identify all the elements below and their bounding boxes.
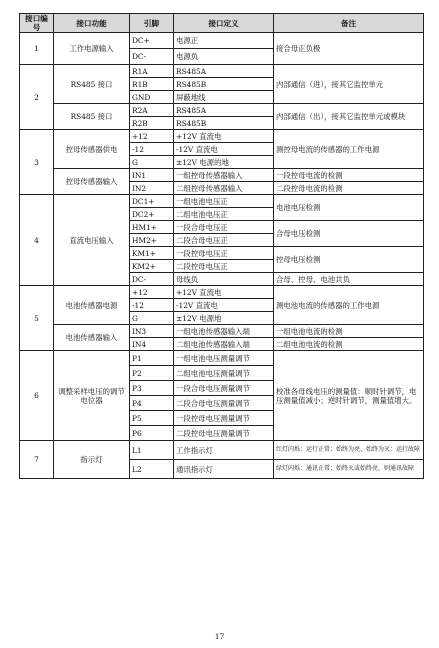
note: 电池电压检测: [274, 195, 424, 221]
col-header: 接口定义: [174, 14, 274, 33]
definition: 屏蔽地线: [174, 91, 274, 104]
definition: 二组电池电压测量调节: [174, 366, 274, 381]
pin: KM1+: [130, 247, 174, 260]
pin: P3: [130, 381, 174, 396]
group-number: 5: [20, 286, 54, 351]
pin: KM2+: [130, 260, 174, 273]
definition: 通讯指示灯: [174, 460, 274, 479]
interface-function: 电池传感器输入: [54, 325, 130, 351]
definition: 电源正: [174, 33, 274, 49]
pin: R2B: [130, 117, 174, 130]
note: 校准各母线电压的测量值：顺时针调节，电压测量值减小；逆时针调节，测量值增大。: [274, 351, 424, 441]
definition: 一段控母电压测量调节: [174, 411, 274, 426]
definition: 母线负: [174, 273, 274, 286]
definition: 二段合母电压正: [174, 234, 274, 247]
note: 测电池电流的传感器的工作电源: [274, 286, 424, 325]
table-row: [20, 33, 424, 49]
note: 控母电压检测: [274, 247, 424, 273]
note: 一组电池电流的检测: [274, 325, 424, 338]
table-row: [20, 104, 424, 117]
pin: R2A: [130, 104, 174, 117]
definition: RS485B: [174, 78, 274, 91]
pin: DC+: [130, 33, 174, 49]
pin: DC-: [130, 49, 174, 65]
group-number: 6: [20, 351, 54, 441]
pin: DC2+: [130, 208, 174, 221]
col-header: 接口编号: [20, 14, 54, 33]
pin: G: [130, 312, 174, 325]
interface-function: 调整采样电压的调节电位器: [54, 351, 130, 441]
table-row: [20, 351, 424, 366]
pin: DC-: [130, 273, 174, 286]
definition: -12V 直流电: [174, 299, 274, 312]
table-row: [20, 130, 424, 143]
definition: 二段控母电压正: [174, 260, 274, 273]
interface-function: 直流电压输入: [54, 195, 130, 286]
pin: IN2: [130, 182, 174, 195]
definition: 一组电池电压正: [174, 195, 274, 208]
pin: G: [130, 156, 174, 169]
note: 红灯闪烁：运行正常；始终为亮、始终为灭：运行故障: [274, 441, 424, 460]
col-header: 接口功能: [54, 14, 130, 33]
interface-function: RS485 接口: [54, 65, 130, 104]
pin: IN3: [130, 325, 174, 338]
definition: -12V 直流电: [174, 143, 274, 156]
note: 测控母电流的传感器的工作电源: [274, 130, 424, 169]
table-row: [20, 65, 424, 78]
definition: 一组控母传感器输入: [174, 169, 274, 182]
pin: DC1+: [130, 195, 174, 208]
pin: HM1+: [130, 221, 174, 234]
pin: P6: [130, 426, 174, 441]
pin: P2: [130, 366, 174, 381]
page-number: 17: [214, 632, 225, 641]
table-row: [20, 325, 424, 338]
table-row: [20, 286, 424, 299]
definition: ±12V 电源地: [174, 312, 274, 325]
definition: RS485A: [174, 65, 274, 78]
definition: 一段合母电压正: [174, 221, 274, 234]
definition: 一组电池传感器输入端: [174, 325, 274, 338]
group-number: 4: [20, 195, 54, 286]
col-header: 引脚: [130, 14, 174, 33]
pin: L2: [130, 460, 174, 479]
definition: 电源负: [174, 49, 274, 65]
note: 合母、控母、电池共负: [274, 273, 424, 286]
pin: +12: [130, 286, 174, 299]
table-row: [20, 195, 424, 208]
definition: +12V 直流电: [174, 130, 274, 143]
table-row: [20, 441, 424, 460]
definition: 二段控母电压测量调节: [174, 426, 274, 441]
definition: 二组电池电压正: [174, 208, 274, 221]
interface-function: 电池传感器电源: [54, 286, 130, 325]
definition: 二段合母电压测量调节: [174, 396, 274, 411]
pin: +12: [130, 130, 174, 143]
definition: RS485B: [174, 117, 274, 130]
pin: IN4: [130, 338, 174, 351]
note: 接合母正负极: [274, 33, 424, 65]
note: 内部通信（出），接其它监控单元或模块: [274, 104, 424, 130]
definition: 二组控母传感器输入: [174, 182, 274, 195]
note: 二组电池电流的检测: [274, 338, 424, 351]
header-row: [20, 14, 424, 33]
interface-function: 工作电源输入: [54, 33, 130, 65]
pin: HM2+: [130, 234, 174, 247]
pin: -12: [130, 299, 174, 312]
group-number: 7: [20, 441, 54, 479]
pin: P1: [130, 351, 174, 366]
definition: 一段合母电压测量调节: [174, 381, 274, 396]
col-header: 备注: [274, 14, 424, 33]
pin: P4: [130, 396, 174, 411]
group-number: 2: [20, 65, 54, 130]
note: 一段控母电流的检测: [274, 169, 424, 182]
pin: -12: [130, 143, 174, 156]
note: 二段控母电流的检测: [274, 182, 424, 195]
pin: IN1: [130, 169, 174, 182]
interface-table: [19, 13, 424, 479]
note: 合母电压检测: [274, 221, 424, 247]
definition: +12V 直流电: [174, 286, 274, 299]
interface-function: 控母传感器输入: [54, 169, 130, 195]
table-row: [20, 169, 424, 182]
pin: R1A: [130, 65, 174, 78]
group-number: 3: [20, 130, 54, 195]
definition: 一段控母电压正: [174, 247, 274, 260]
note: 绿灯闪烁：通讯正常；始终灭或始终亮，则通讯故障: [274, 460, 424, 479]
group-number: 1: [20, 33, 54, 65]
pin: P5: [130, 411, 174, 426]
interface-function: 指示灯: [54, 441, 130, 479]
interface-function: RS485 接口: [54, 104, 130, 130]
definition: 工作指示灯: [174, 441, 274, 460]
note: 内部通信（进），接其它监控单元: [274, 65, 424, 104]
pin: GND: [130, 91, 174, 104]
definition: ±12V 电源的地: [174, 156, 274, 169]
pin: L1: [130, 441, 174, 460]
definition: 二组电池传感器输入端: [174, 338, 274, 351]
definition: RS485A: [174, 104, 274, 117]
definition: 一组电池电压测量调节: [174, 351, 274, 366]
pin: R1B: [130, 78, 174, 91]
interface-function: 控母传感器供电: [54, 130, 130, 169]
